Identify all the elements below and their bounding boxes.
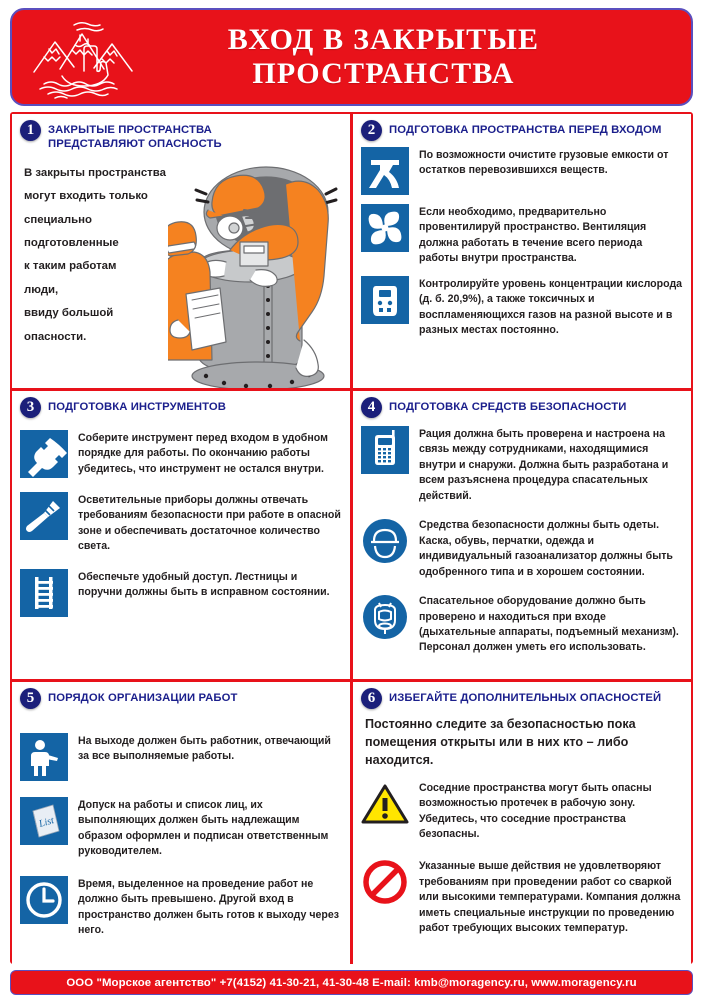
poster-title — [146, 23, 691, 90]
list-item-text: Спасательное оборудование должно быть проверено и находиться при входе (дыхательные аппараты, подъемный механизм). Персонал должен уметь его использовать. — [419, 595, 679, 654]
list-item — [361, 204, 683, 267]
section-panel-6 — [353, 682, 691, 968]
permit-list-icon — [20, 797, 68, 845]
section-number-badge: 4 — [361, 397, 382, 418]
list-item-text: Соседние пространства могут быть опасны возможностью протечек в рабочую зону. Убедитесь, что соседние пространства безопасны. — [419, 781, 652, 840]
list-item — [20, 733, 342, 781]
radio-handset-icon — [361, 426, 409, 474]
section-1-title-line-2: ПРЕДСТАВЛЯЮТ ОПАСНОСТЬ — [48, 138, 222, 151]
ventilation-fan-icon — [361, 204, 409, 252]
list-item-text: Осветительные приборы должны отвечать требованиям безопасности при работе в опасной зоне и обеспечивать достаточное количество света. — [78, 494, 341, 553]
list-item — [361, 517, 683, 580]
list-item-text: Если необходимо, предварительно провентилируй пространство. Вентиляция должна работать в течение всего периода работы внутри пространства. — [419, 206, 647, 265]
section-panel-2 — [353, 114, 691, 388]
section-panel-3 — [12, 391, 350, 679]
list-item-text: Время, выделенное на проведение работ не должно быть превышено. Другой вход в пространство должен быть готов к выходу через него. — [78, 877, 339, 937]
section-2-header — [361, 120, 683, 141]
section-1-body — [20, 154, 342, 388]
list-item — [361, 780, 683, 843]
hard-hat-icon — [361, 517, 409, 565]
section-1-text-line: опасности. — [24, 330, 87, 343]
list-item — [361, 426, 683, 504]
section-1-text-line: подготовленные — [24, 237, 119, 250]
attendant-person-icon — [20, 733, 68, 781]
section-1-text-line: В закрыты пространства — [24, 166, 166, 179]
section-1-title — [48, 120, 222, 152]
section-number-badge: 2 — [361, 120, 382, 141]
section-1-text-line: к таким работам — [24, 260, 117, 273]
section-panel-1 — [12, 114, 350, 388]
section-5-title: ПОРЯДОК ОРГАНИЗАЦИИ РАБОТ — [48, 692, 238, 704]
list-item-text: Контролируйте уровень концентрации кислорода (д. б. 20,9%), а также токсичных и воспламеняющихся газов на разной высоте и в разных местах постоянно. — [419, 277, 683, 337]
list-item — [361, 593, 683, 656]
list-item — [20, 569, 342, 617]
cleaning-nozzle-icon — [361, 147, 409, 195]
section-1-text-line: специально — [24, 213, 92, 226]
section-1-text-line: ввиду большой — [24, 307, 114, 320]
section-3-items — [20, 420, 342, 617]
list-item — [20, 797, 342, 860]
section-number-badge: 1 — [20, 120, 41, 141]
section-4-items — [361, 420, 683, 656]
list-item-text: На выходе должен быть работник, отвечающий за все выполняемые работы. — [78, 735, 331, 763]
section-2-items — [361, 143, 683, 339]
section-6-lead-text: Постоянно следите за безопасностью пока помещения открыты или в них кто – либо находится. — [365, 717, 636, 767]
wrench-icon — [20, 430, 68, 478]
respirator-mask-icon — [361, 593, 409, 641]
section-1-title-line-1: ЗАКРЫТЫЕ ПРОСТРАНСТВА — [48, 124, 212, 136]
clock-icon — [20, 876, 68, 924]
section-1-text — [20, 154, 188, 388]
poster-footer: ООО "Морское агентство" +7(4152) 41-30-21, 41-30-48 E-mail: kmb@moragency.ru, www.moragency.ru — [10, 970, 693, 995]
list-item-text: Средства безопасности должны быть одеты. Каска, обувь, перчатки, одежда и индивидуальный газоанализатор должны быть одобренного типа и в хорошем состоянии. — [419, 519, 673, 578]
ladder-icon — [20, 569, 68, 617]
list-item — [20, 492, 342, 555]
section-panel-5 — [12, 682, 350, 968]
section-number-badge: 3 — [20, 397, 41, 418]
list-item — [20, 430, 342, 478]
prohibition-icon — [361, 858, 409, 906]
section-6-header — [361, 688, 683, 709]
flashlight-icon — [20, 492, 68, 540]
warning-triangle-icon — [361, 780, 409, 828]
list-item-text: Обеспечьте удобный доступ. Лестницы и поручни должны быть в исправном состоянии. — [78, 570, 330, 599]
list-item-text: Допуск на работы и список лиц, их выполняющих должен быть надлежащим образом оформлен и подписан ответственным руководителем. — [78, 799, 329, 858]
section-panel-4 — [353, 391, 691, 679]
list-item — [361, 147, 683, 195]
section-3-title: ПОДГОТОВКА ИНСТРУМЕНТОВ — [48, 401, 227, 413]
section-4-title: ПОДГОТОВКА СРЕДСТВ БЕЗОПАСНОСТИ — [389, 401, 627, 413]
gas-detector-icon — [361, 276, 409, 324]
list-item — [20, 876, 342, 939]
ship-mountains-logo — [18, 11, 146, 103]
permit-list-label: List — [37, 815, 56, 830]
section-2-title: ПОДГОТОВКА ПРОСТРАНСТВА ПЕРЕД ВХОДОМ — [389, 124, 662, 136]
list-item — [361, 276, 683, 339]
list-item-text: Рация должна быть проверена и настроена на связь между сотрудниками, находящимися внутри и снаружи. Должна быть разработана и всем разъяснена процедура спасательных действий. — [419, 428, 669, 502]
section-1-header — [20, 120, 342, 152]
section-number-badge: 6 — [361, 688, 382, 709]
poster-header — [10, 8, 693, 106]
list-item-text: Указанные выше действия не удовлетворяют требованиям при проведении работ со сваркой или высокими температурами. Компания должна иметь специальные инструкции по проведению работ требующих высоких температур. — [419, 860, 681, 935]
section-1-text-line: люди, — [24, 283, 59, 296]
title-line-1: ВХОД В ЗАКРЫТЫЕ — [227, 23, 540, 57]
workers-entering-tank-illustration — [188, 154, 342, 388]
section-6-title: ИЗБЕГАЙТЕ ДОПОЛНИТЕЛЬНЫХ ОПАСНОСТЕЙ — [389, 692, 662, 704]
section-5-items — [20, 711, 342, 939]
section-1-text-line: могут входить только — [24, 190, 148, 203]
sections-grid — [10, 112, 693, 964]
list-item — [361, 858, 683, 936]
section-5-header — [20, 688, 342, 709]
list-item-text: По возможности очистите грузовые емкости от остатков перевозившихся веществ. — [419, 149, 669, 177]
title-line-2: ПРОСТРАНСТВА — [252, 57, 515, 90]
list-item-text: Соберите инструмент перед входом в удобном порядке для работы. По окончанию работы убедитесь, что инструмент не остался внутри. — [78, 432, 328, 475]
section-number-badge: 5 — [20, 688, 41, 709]
section-6-items — [361, 778, 683, 937]
section-3-header — [20, 397, 342, 418]
section-4-header — [361, 397, 683, 418]
